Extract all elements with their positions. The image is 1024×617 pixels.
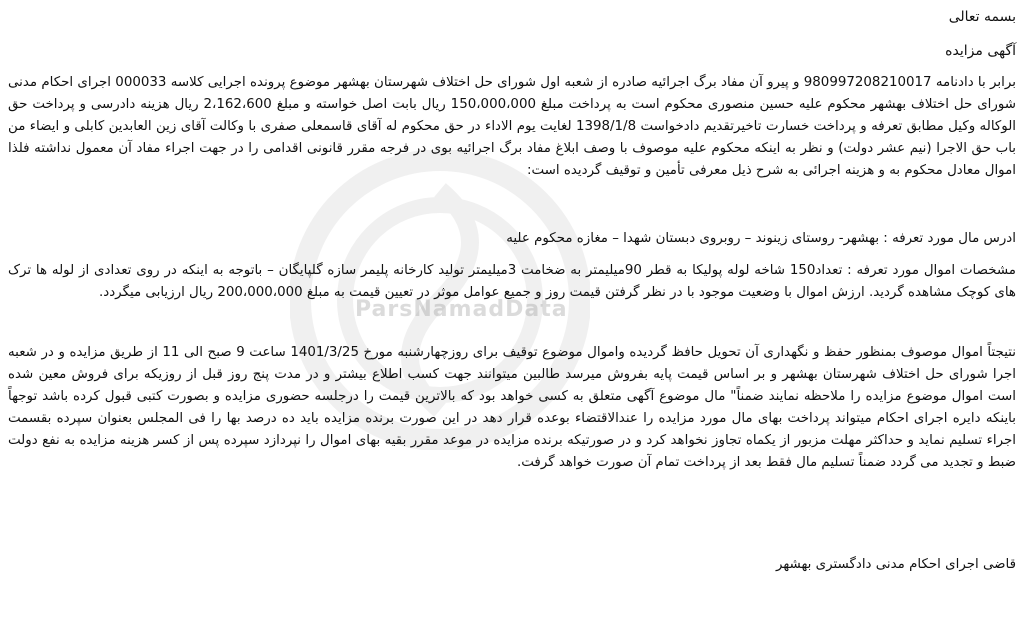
notice-title: آگهی مزایده xyxy=(945,43,1016,59)
notice-paragraph-3: نتیجتاً اموال موصوف بمنظور حفظ و نگهداری آن تحویل حافظ گردیده واموال موضوع توقیف برای روزچهارشنبه مورخ 1401/3/25 ساعت 9 صبح الی 11 از طریق مزایده و در شعبه اجرا شورای حل اختلاف شهرستان بهشهر و بر اساس قیمت پایه بفروش میرسد طالبین میتوانند جهت کسب اطلاع بیشتر و در مدت پنج روز قبل از روزیکه برای فروش معین شده است اموال موضوع مزایده را ملاحظه نمایند ضمناً" مال موضوع آگهی متعلق به کسی خواهد بود که بالاترین قیمت را درجلسه حضوری مزایده و بصورت کتبی قبول کرده باشد توجهاً باینکه دایره اجرای احکام میتواند پرداخت بهای مال مورد مزایده را عندالاقتضاء بوعده قرار دهد در این صورت برنده مزایده باید ده درصد بها را فی المجلس بعنوان سپرده بقسمت اجراء تسلیم نماید و حداکثر مهلت مزبور از یکماه تجاوز نخواهد کرد و در صورتیکه برنده مزایده در موعد مقرر بقیه بهای اموال را نپردازد سپرده پس از کسر هزینه مزایده به نفع دولت ضبط و تجدید می گردد ضمناً تسلیم مال فقط بعد از پرداخت تمام آن صورت خواهد گرفت. xyxy=(8,345,1016,470)
watermark-text: ParsNamadData xyxy=(355,297,568,322)
property-address: ادرس مال مورد تعرفه : بهشهر- روستای زینوند – روبروی دبستان شهدا – مغازه محکوم علیه xyxy=(506,231,1016,246)
notice-paragraph-1: برابر با دادنامه 980997208210017 و پیرو آن مفاد برگ اجرائیه صادره از شعبه اول شورای حل اختلاف شهرستان بهشهر موضوع پرونده اجرایی کلاسه 000033 اجرای احکام مدنی شورای حل اختلاف بهشهر محکوم علیه حسین منصوری محکوم است به پرداخت مبلغ 150،000،000 ریال بابت اصل خواسته و مبلغ 2،162،600 ریال هزینه دادرسی و پرداخت حق الوکاله وکیل مطابق تعرفه و پرداخت خسارت تاخیرتقدیم دادخواست 1398/1/8 لغایت یوم الاداء در حق محکوم له آقای قاسمعلی صفری با وکالت آقای زین العابدین کابلی و ایضاء من باب حق الاجرا (نیم عشر دولت) و نظر به اینکه محکوم علیه موصوف با وصف ابلاغ مفاد برگ اجرائیه بوی در فرجه مقرر قانونی اقدامی را در جهت اجراء مفاد آن معمول نداشته فلذا اموال معادل محکوم به و هزینه اجرائی به شرح ذیل معرفی تأمین و توقیف گردیده است: xyxy=(8,75,1016,178)
bismillah-heading: بسمه تعالی xyxy=(948,9,1016,25)
notice-paragraph-2: مشخصات اموال مورد تعرفه : تعداد150 شاخه لوله پولیکا به قطر 90میلیمتر به ضخامت 3میلیمتر تولید کارخانه پلیمر سازه گلپایگان – باتوجه به اینکه در روی تعدادی از لوله ها ترک های کوچک مشاهده گردید. ارزش اموال با وضعیت موجود با در نظر گرفتن قیمت روز و جمیع عوامل موثر در تعیین قیمت به مبلغ 200،000،000 ریال ارزیابی میگردد. xyxy=(8,263,1016,300)
judge-signature: قاضی اجرای احکام مدنی دادگستری بهشهر xyxy=(775,557,1016,572)
